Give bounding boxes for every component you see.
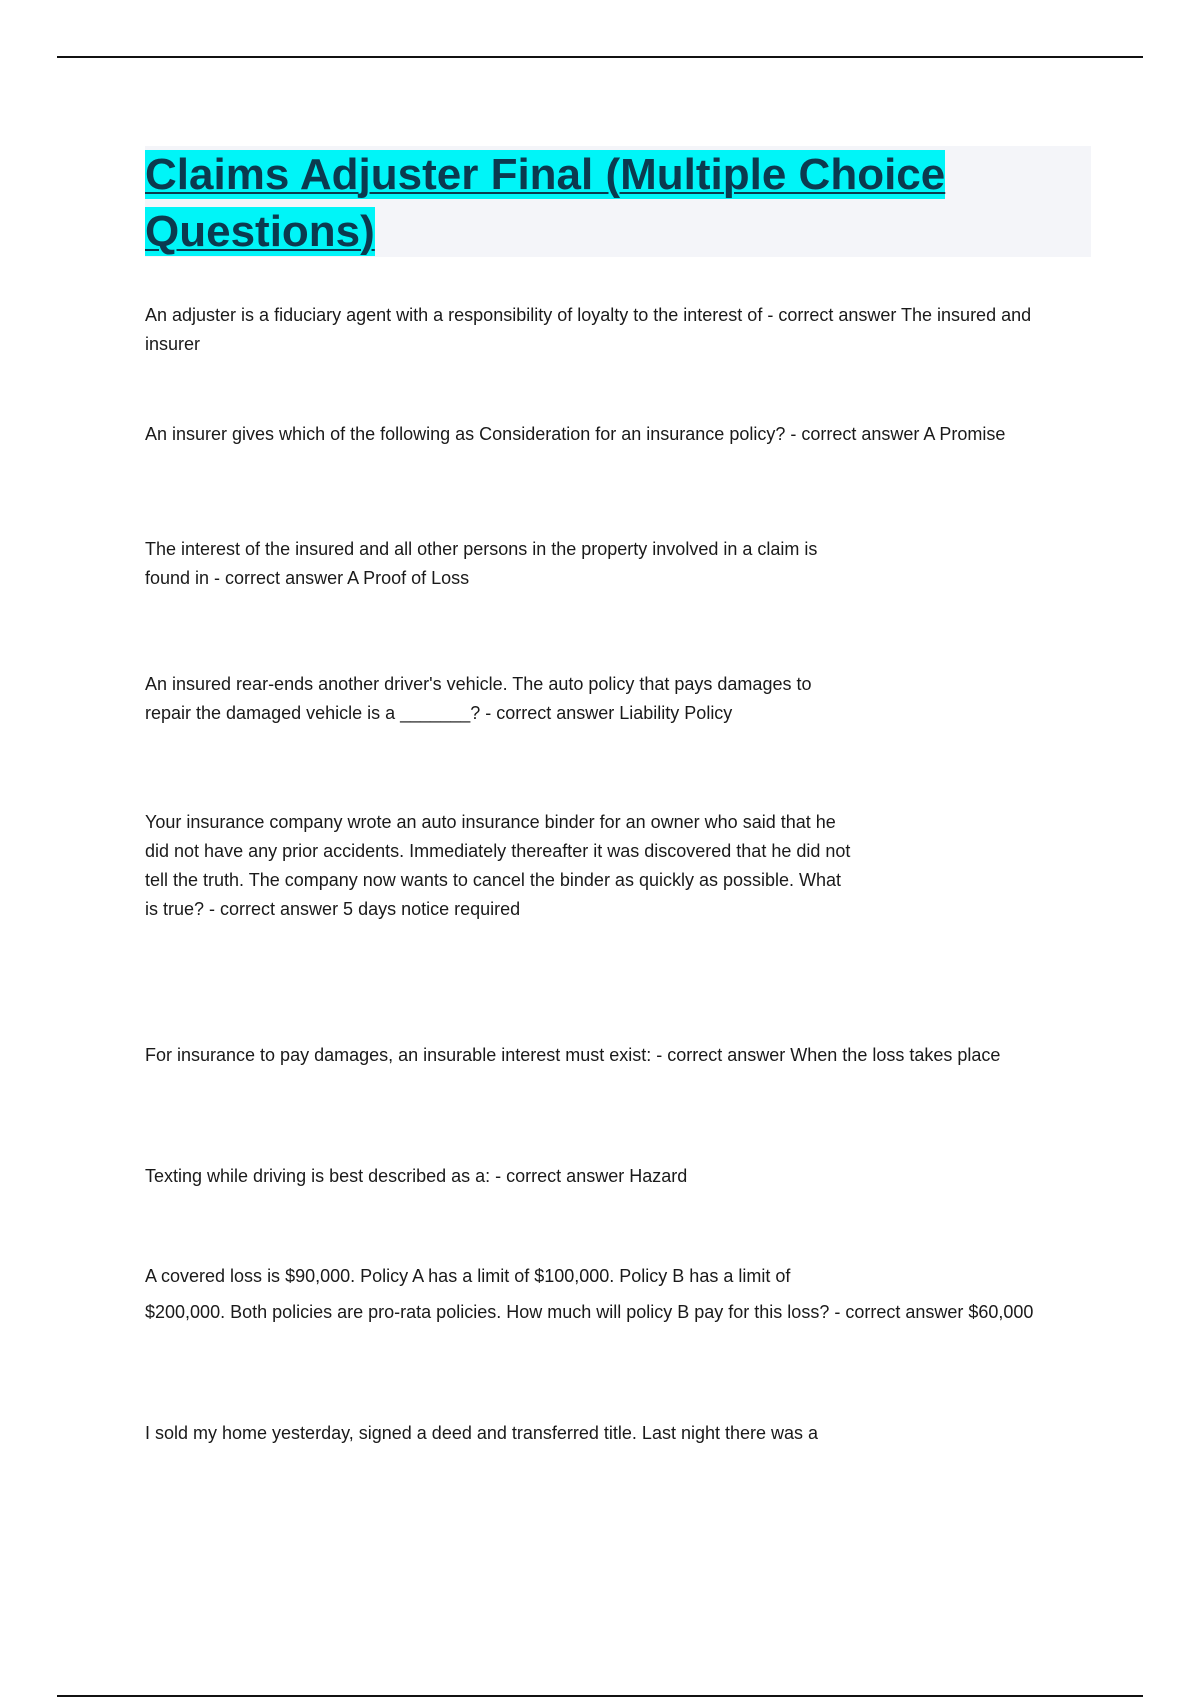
qa-item-1 [145, 301, 1075, 359]
qa-item-8 [145, 1254, 1075, 1327]
qa-item-9 [145, 1419, 1075, 1448]
footer-rule [57, 1695, 1143, 1697]
qa-text: Texting while driving is best described as a: - correct answer Hazard [145, 1166, 688, 1186]
qa-text: An insured rear-ends another driver's vehicle. The auto policy that pays damages to [145, 674, 812, 694]
qa-item-6 [145, 1041, 1075, 1070]
qa-text: Your insurance company wrote an auto insurance binder for an owner who said that he [145, 812, 836, 832]
qa-text: found in - correct answer A Proof of Loss [145, 568, 470, 588]
title-block [145, 146, 1091, 257]
qa-item-4 [145, 670, 1075, 728]
qa-text: I sold my home yesterday, signed a deed and transferred title. Last night there was a [145, 1423, 819, 1443]
qa-text: An adjuster is a fiduciary agent with a responsibility of loyalty to the interest of - correct answer The insured and insurer [145, 305, 1032, 354]
header-rule [57, 56, 1143, 58]
qa-item-7 [145, 1162, 1075, 1191]
qa-text: tell the truth. The company now wants to cancel the binder as quickly as possible. What [145, 870, 842, 890]
qa-text: repair the damaged vehicle is a _______? - correct answer Liability Policy [145, 703, 733, 723]
page-title [145, 146, 1091, 260]
qa-text: For insurance to pay damages, an insurable interest must exist: - correct answer When the loss takes place [145, 1045, 1001, 1065]
qa-text: did not have any prior accidents. Immediately thereafter it was discovered that he did not [145, 841, 851, 861]
qa-text: is true? - correct answer 5 days notice required [145, 899, 521, 919]
qa-text: The interest of the insured and all other persons in the property involved in a claim is [145, 539, 818, 559]
page-title-text: Claims Adjuster Final (Multiple Choice Questions) [145, 150, 946, 256]
qa-text: $200,000. Both policies are pro-rata policies. How much will policy B pay for this loss? - correct answer $60,000 [145, 1302, 1034, 1322]
qa-text: A covered loss is $90,000. Policy A has a limit of $100,000. Policy B has a limit of [145, 1266, 791, 1286]
qa-item-3 [145, 535, 1075, 593]
qa-item-5 [145, 808, 1075, 924]
qa-item-2 [145, 420, 1075, 449]
qa-text: An insurer gives which of the following as Consideration for an insurance policy? - correct answer A Promise [145, 424, 1006, 444]
